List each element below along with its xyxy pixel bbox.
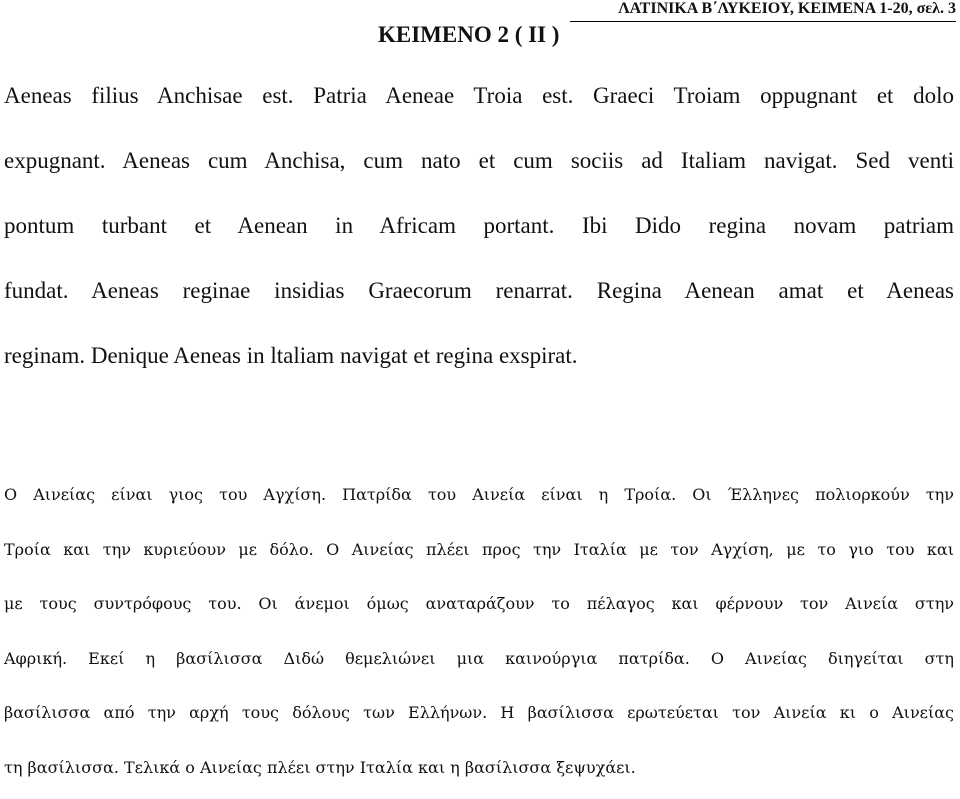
latin-text-line: fundat. Aeneas reginae insidias Graecorum renarrat. Regina Aenean amat et Aeneas (4, 267, 954, 332)
latin-text-line: Aeneas filius Anchisae est. Patria Aeneae Troia est. Graeci Troiam oppugnant et dolo (4, 72, 954, 137)
section-title: ΚΕΙΜΕΝΟ 2 ( ΙΙ ) (378, 20, 559, 50)
latin-text-line: pontum turbant et Aenean in Africam portant. Ibi Dido regina novam patriam (4, 202, 954, 267)
greek-translation-block (4, 472, 954, 799)
greek-translation-line: Τροία και την κυριεύουν με δόλο. Ο Αινείας πλέει προς την Ιταλία με τον Αγχίση, με το γιο του και (4, 527, 954, 582)
latin-text-block (4, 72, 954, 397)
latin-text-line: reginam. Denique Aeneas in ltaliam navigat et regina exspirat. (4, 332, 954, 397)
greek-translation-line: βασίλισσα από την αρχή τους δόλους των Ελλήνων. Η βασίλισσα ερωτεύεται τον Αινεία κι ο Αινείας (4, 690, 954, 745)
greek-translation-line: τη βασίλισσα. Τελικά ο Αινείας πλέει στην Ιταλία και η βασίλισσα ξεψυχάει. (4, 745, 954, 799)
greek-translation-line: με τους συντρόφους του. Οι άνεμοι όμως αναταράζουν το πέλαγος και φέρνουν τον Αινεία στην (4, 581, 954, 636)
latin-text-line: expugnant. Aeneas cum Anchisa, cum nato et cum sociis ad Italiam navigat. Sed venti (4, 137, 954, 202)
running-header-text: ΛΑΤΙΝΙΚΑ Β΄ΛΥΚΕΙΟΥ, ΚΕΙΜΕΝΑ 1-20, σελ. 3 (618, 0, 956, 17)
running-header (570, 0, 956, 22)
greek-translation-line: Ο Αινείας είναι γιος του Αγχίση. Πατρίδα του Αινεία είναι η Τροία. Οι Έλληνες πολιορκούν την (4, 472, 954, 527)
greek-translation-line: Αφρική. Εκεί η βασίλισσα Διδώ θεμελιώνει μια καινούργια πατρίδα. Ο Αινείας διηγείται στη (4, 636, 954, 691)
